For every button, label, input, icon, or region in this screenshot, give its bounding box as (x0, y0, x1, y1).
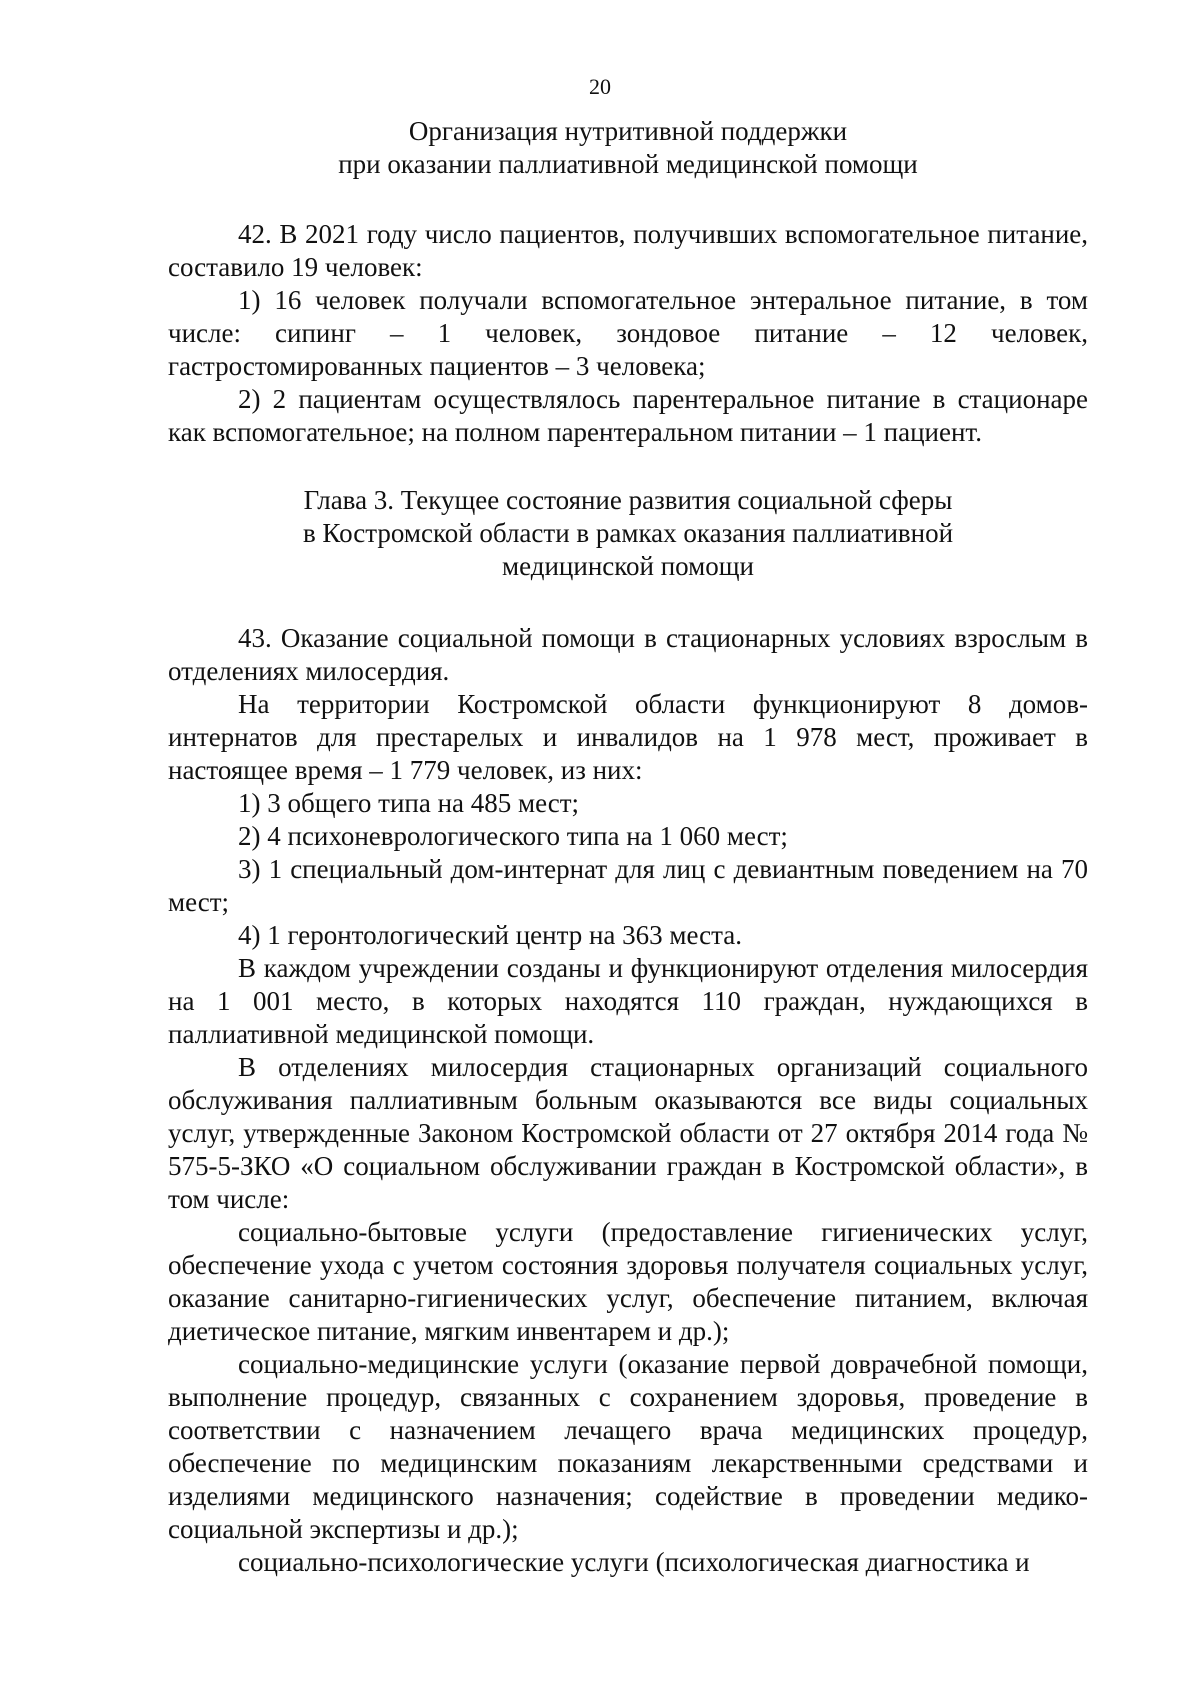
list-item-gerontology-center: 4) 1 геронтологический центр на 363 места. (238, 920, 742, 950)
list-item-special-home: 3) 1 специальный дом-интернат для лиц с девиантным поведением на 70 мест; (168, 854, 1088, 917)
chapter-heading-3 (168, 484, 1088, 583)
heading-line: Организация нутритивной поддержки (408, 116, 848, 146)
paragraph-social-services: В отделениях милосердия стационарных организаций социального обслуживания паллиативным больным оказываются все виды социальных услуг, утвержденные Законом Костромской области от 27 октября 2014 года № 575-5-ЗКО «О социальном обслуживании граждан в Костромской области», в том числе: (168, 1052, 1088, 1214)
paragraph-mercy-departments: В каждом учреждении созданы и функционируют отделения милосердия на 1 001 место, в которых находятся 110 граждан, нуждающихся в паллиативной медицинской помощи. (168, 953, 1088, 1049)
heading-line: Глава 3. Текущее состояние развития социальной сферы (303, 485, 953, 515)
list-item-enteral: 1) 16 человек получали вспомогательное энтеральное питание, в том числе: сипинг – 1 человек, зондовое питание – 12 человек, гастростомированных пациентов – 3 человека; (168, 285, 1088, 381)
heading-line: в Костромской области в рамках оказания паллиативной (302, 518, 954, 548)
list-item-psychoneurological: 2) 4 психоневрологического типа на 1 060 мест; (238, 821, 788, 851)
paragraph-medical-services: социально-медицинские услуги (оказание первой доврачебной помощи, выполнение процедур, связанных с сохранением здоровья, проведение в соответствии с назначением лечащего врача медицинских процедур, обеспечение по медицинским показаниям лекарственными средствами и изделиями медицинского назначения; содействие в проведении медико-социальной экспертизы и др.); (168, 1349, 1088, 1544)
paragraph-institutions: На территории Костромской области функционируют 8 домов-интернатов для престарелых и инвалидов на 1 978 мест, проживает в настоящее время – 1 779 человек, из них: (168, 689, 1088, 785)
heading-line: медицинской помощи (502, 551, 754, 581)
paragraph-psychological-services: социально-психологические услуги (психологическая диагностика и (238, 1547, 1030, 1577)
document-body (168, 115, 1088, 1579)
section-heading-nutrition (168, 115, 1088, 181)
paragraph-42: 42. В 2021 году число пациентов, получивших вспомогательное питание, составило 19 человек: (168, 219, 1088, 282)
paragraph-household-services: социально-бытовые услуги (предоставление гигиенических услуг, обеспечение ухода с учетом состояния здоровья получателя социальных услуг, оказание санитарно-гигиенических услуг, обеспечение питанием, включая диетическое питание, мягким инвентарем и др.); (168, 1217, 1088, 1346)
paragraph-43: 43. Оказание социальной помощи в стационарных условиях взрослым в отделениях милосердия. (168, 623, 1088, 686)
list-item-parenteral: 2) 2 пациентам осуществлялось парентеральное питание в стационаре как вспомогательное; на полном парентеральном питании – 1 пациент. (168, 384, 1088, 447)
page-number: 20 (589, 74, 611, 99)
heading-line: при оказании паллиативной медицинской помощи (338, 149, 918, 179)
list-item-general-type: 1) 3 общего типа на 485 мест; (238, 788, 580, 818)
